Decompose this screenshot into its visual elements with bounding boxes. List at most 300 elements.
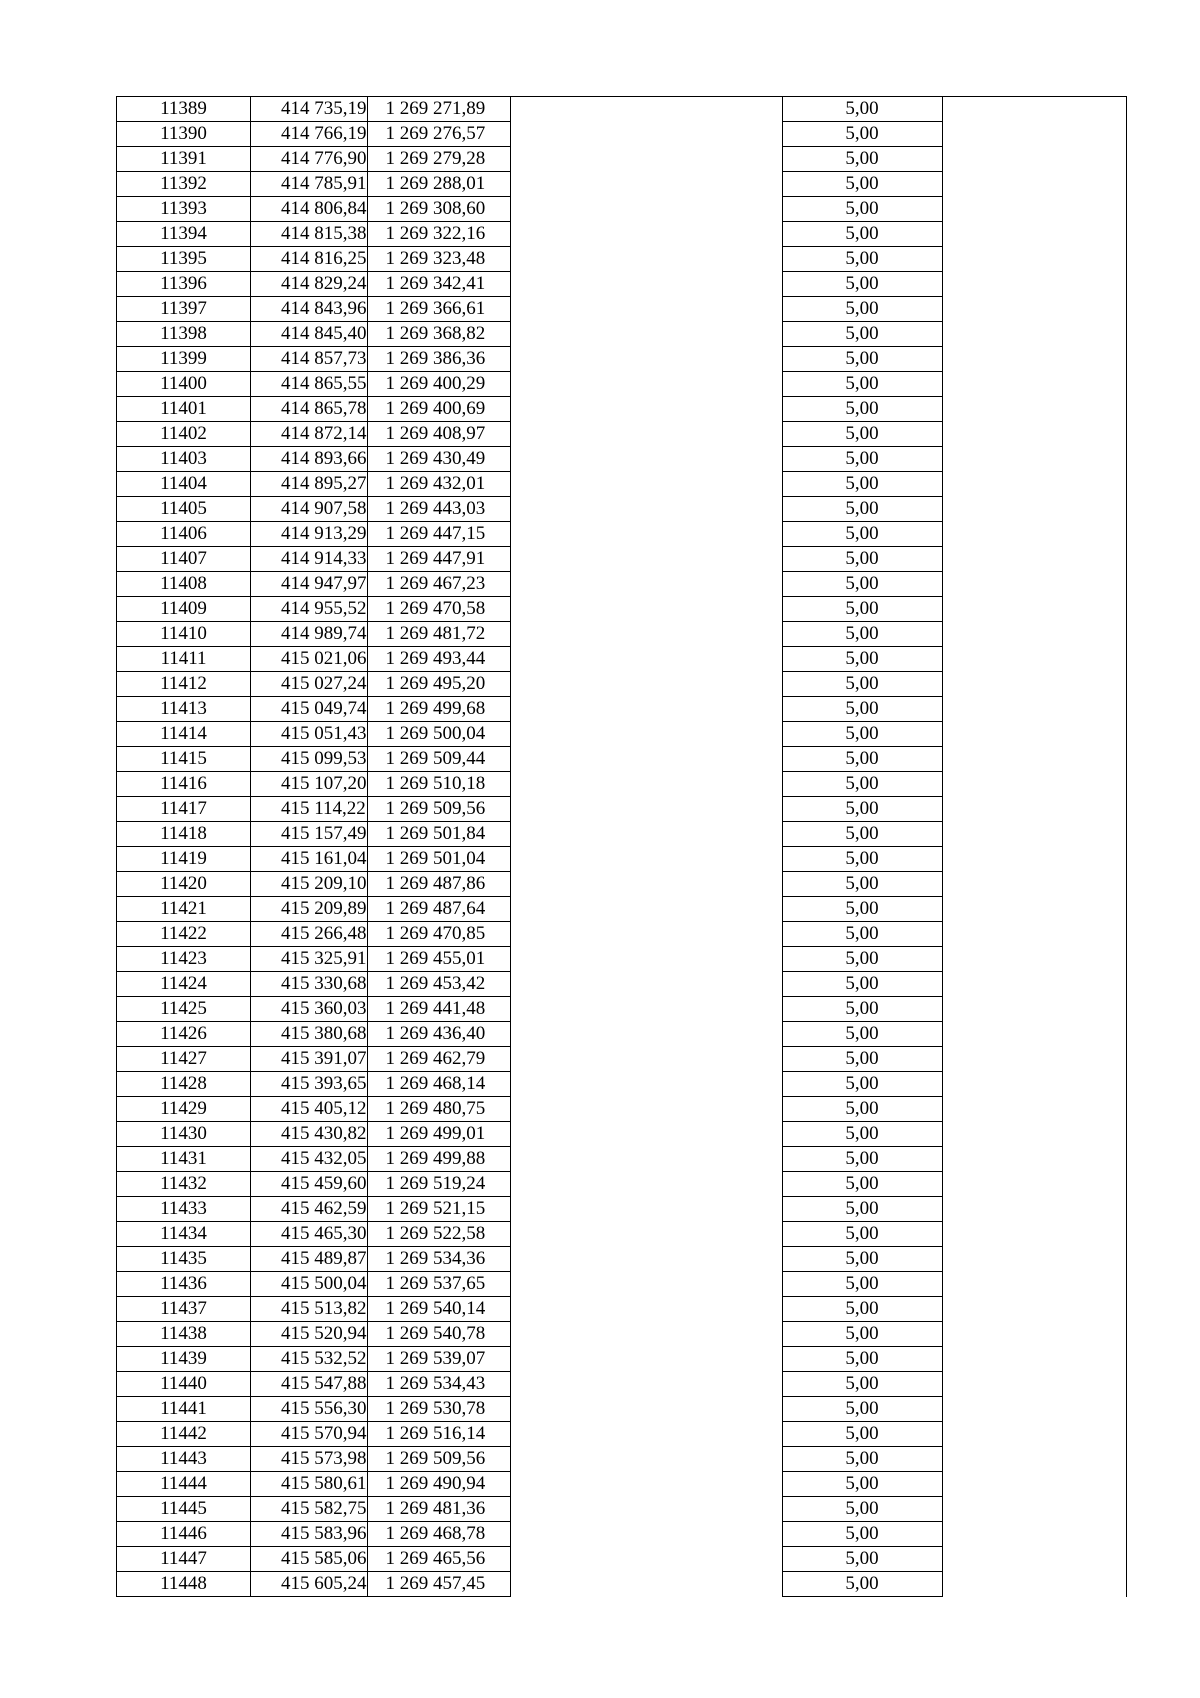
point-number-cell: 11424 [117,972,251,997]
empty-cell [510,822,782,847]
empty-cell [942,622,1126,647]
x-coordinate-cell: 415 432,05 [251,1147,368,1172]
y-coordinate-cell: 1 269 400,29 [367,372,510,397]
x-coordinate-cell: 414 913,29 [251,522,368,547]
empty-cell [510,672,782,697]
empty-cell [510,1072,782,1097]
accuracy-cell: 5,00 [782,347,942,372]
table-row [117,697,1127,722]
x-coordinate-cell: 414 785,91 [251,172,368,197]
table-row [117,1172,1127,1197]
point-number-cell: 11394 [117,222,251,247]
y-coordinate-cell: 1 269 487,64 [367,897,510,922]
table-row [117,872,1127,897]
empty-cell [942,922,1126,947]
x-coordinate-cell: 414 989,74 [251,622,368,647]
empty-cell [942,347,1126,372]
y-coordinate-cell: 1 269 468,14 [367,1072,510,1097]
y-coordinate-cell: 1 269 509,56 [367,797,510,822]
accuracy-cell: 5,00 [782,872,942,897]
y-coordinate-cell: 1 269 342,41 [367,272,510,297]
table-row [117,447,1127,472]
x-coordinate-cell: 414 845,40 [251,322,368,347]
accuracy-cell: 5,00 [782,1172,942,1197]
empty-cell [510,322,782,347]
table-row [117,222,1127,247]
empty-cell [510,1547,782,1572]
empty-cell [510,1472,782,1497]
empty-cell [510,247,782,272]
empty-cell [942,297,1126,322]
empty-cell [510,472,782,497]
table-row [117,972,1127,997]
empty-cell [942,1122,1126,1147]
point-number-cell: 11405 [117,497,251,522]
empty-cell [942,1047,1126,1072]
point-number-cell: 11425 [117,997,251,1022]
empty-cell [510,1022,782,1047]
empty-cell [510,97,782,122]
x-coordinate-cell: 414 735,19 [251,97,368,122]
accuracy-cell: 5,00 [782,822,942,847]
y-coordinate-cell: 1 269 408,97 [367,422,510,447]
table-row [117,122,1127,147]
point-number-cell: 11392 [117,172,251,197]
y-coordinate-cell: 1 269 480,75 [367,1097,510,1122]
x-coordinate-cell: 415 585,06 [251,1547,368,1572]
x-coordinate-cell: 415 520,94 [251,1322,368,1347]
empty-cell [942,197,1126,222]
x-coordinate-cell: 415 570,94 [251,1422,368,1447]
accuracy-cell: 5,00 [782,572,942,597]
empty-cell [510,772,782,797]
point-number-cell: 11436 [117,1272,251,1297]
empty-cell [942,772,1126,797]
point-number-cell: 11434 [117,1222,251,1247]
point-number-cell: 11433 [117,1197,251,1222]
accuracy-cell: 5,00 [782,372,942,397]
x-coordinate-cell: 415 051,43 [251,722,368,747]
point-number-cell: 11391 [117,147,251,172]
empty-cell [510,422,782,447]
table-row [117,1372,1127,1397]
point-number-cell: 11419 [117,847,251,872]
x-coordinate-cell: 415 583,96 [251,1522,368,1547]
x-coordinate-cell: 415 573,98 [251,1447,368,1472]
point-number-cell: 11442 [117,1422,251,1447]
empty-cell [510,1397,782,1422]
empty-cell [942,1397,1126,1422]
empty-cell [942,1447,1126,1472]
empty-cell [942,1372,1126,1397]
point-number-cell: 11432 [117,1172,251,1197]
table-row [117,547,1127,572]
empty-cell [942,322,1126,347]
table-row [117,997,1127,1022]
point-number-cell: 11440 [117,1372,251,1397]
empty-cell [942,472,1126,497]
empty-cell [942,747,1126,772]
table-row [117,272,1127,297]
empty-cell [510,1197,782,1222]
point-number-cell: 11393 [117,197,251,222]
empty-cell [510,1372,782,1397]
empty-cell [510,872,782,897]
point-number-cell: 11427 [117,1047,251,1072]
accuracy-cell: 5,00 [782,1247,942,1272]
empty-cell [510,272,782,297]
empty-cell [942,97,1126,122]
empty-cell [942,897,1126,922]
y-coordinate-cell: 1 269 366,61 [367,297,510,322]
x-coordinate-cell: 415 027,24 [251,672,368,697]
y-coordinate-cell: 1 269 537,65 [367,1272,510,1297]
accuracy-cell: 5,00 [782,1422,942,1447]
empty-cell [942,1147,1126,1172]
empty-cell [942,722,1126,747]
x-coordinate-cell: 415 405,12 [251,1097,368,1122]
x-coordinate-cell: 414 955,52 [251,597,368,622]
table-row [117,1472,1127,1497]
point-number-cell: 11402 [117,422,251,447]
empty-cell [510,297,782,322]
empty-cell [942,1547,1126,1572]
empty-cell [942,797,1126,822]
x-coordinate-cell: 414 865,78 [251,397,368,422]
y-coordinate-cell: 1 269 470,85 [367,922,510,947]
empty-cell [942,1097,1126,1122]
x-coordinate-cell: 415 513,82 [251,1297,368,1322]
table-row [117,1522,1127,1547]
x-coordinate-cell: 415 325,91 [251,947,368,972]
point-number-cell: 11400 [117,372,251,397]
point-number-cell: 11447 [117,1547,251,1572]
empty-cell [942,422,1126,447]
table-row [117,522,1127,547]
point-number-cell: 11423 [117,947,251,972]
y-coordinate-cell: 1 269 386,36 [367,347,510,372]
empty-cell [942,497,1126,522]
empty-cell [510,1422,782,1447]
empty-cell [942,522,1126,547]
accuracy-cell: 5,00 [782,397,942,422]
point-number-cell: 11417 [117,797,251,822]
table-row [117,1147,1127,1172]
accuracy-cell: 5,00 [782,972,942,997]
point-number-cell: 11445 [117,1497,251,1522]
point-number-cell: 11414 [117,722,251,747]
table-row [117,497,1127,522]
empty-cell [510,547,782,572]
accuracy-cell: 5,00 [782,522,942,547]
x-coordinate-cell: 415 547,88 [251,1372,368,1397]
y-coordinate-cell: 1 269 462,79 [367,1047,510,1072]
y-coordinate-cell: 1 269 288,01 [367,172,510,197]
y-coordinate-cell: 1 269 540,14 [367,1297,510,1322]
empty-cell [510,172,782,197]
x-coordinate-cell: 415 360,03 [251,997,368,1022]
empty-cell [510,522,782,547]
empty-cell [510,1172,782,1197]
empty-cell [942,272,1126,297]
table-row [117,1447,1127,1472]
y-coordinate-cell: 1 269 481,72 [367,622,510,647]
empty-cell [942,697,1126,722]
empty-cell [942,1222,1126,1247]
accuracy-cell: 5,00 [782,1022,942,1047]
x-coordinate-cell: 415 099,53 [251,747,368,772]
accuracy-cell: 5,00 [782,272,942,297]
accuracy-cell: 5,00 [782,1572,942,1597]
accuracy-cell: 5,00 [782,1047,942,1072]
accuracy-cell: 5,00 [782,997,942,1022]
point-number-cell: 11408 [117,572,251,597]
y-coordinate-cell: 1 269 539,07 [367,1347,510,1372]
x-coordinate-cell: 415 605,24 [251,1572,368,1597]
table-row [117,797,1127,822]
x-coordinate-cell: 414 907,58 [251,497,368,522]
empty-cell [510,1347,782,1372]
point-number-cell: 11428 [117,1072,251,1097]
x-coordinate-cell: 415 580,61 [251,1472,368,1497]
table-row [117,1247,1127,1272]
accuracy-cell: 5,00 [782,622,942,647]
y-coordinate-cell: 1 269 443,03 [367,497,510,522]
accuracy-cell: 5,00 [782,1122,942,1147]
empty-cell [510,147,782,172]
table-row [117,1022,1127,1047]
empty-cell [510,722,782,747]
accuracy-cell: 5,00 [782,1372,942,1397]
accuracy-cell: 5,00 [782,797,942,822]
empty-cell [942,672,1126,697]
x-coordinate-cell: 415 049,74 [251,697,368,722]
accuracy-cell: 5,00 [782,647,942,672]
point-number-cell: 11439 [117,1347,251,1372]
empty-cell [510,1522,782,1547]
table-row [117,1222,1127,1247]
y-coordinate-cell: 1 269 308,60 [367,197,510,222]
empty-cell [942,1522,1126,1547]
x-coordinate-cell: 414 766,19 [251,122,368,147]
table-row [117,897,1127,922]
point-number-cell: 11410 [117,622,251,647]
accuracy-cell: 5,00 [782,547,942,572]
x-coordinate-cell: 414 893,66 [251,447,368,472]
table-row [117,1347,1127,1372]
x-coordinate-cell: 414 816,25 [251,247,368,272]
table-row [117,572,1127,597]
x-coordinate-cell: 415 462,59 [251,1197,368,1222]
empty-cell [942,1347,1126,1372]
point-number-cell: 11389 [117,97,251,122]
point-number-cell: 11443 [117,1447,251,1472]
table-row [117,847,1127,872]
table-row [117,1497,1127,1522]
table-row [117,597,1127,622]
x-coordinate-cell: 415 459,60 [251,1172,368,1197]
x-coordinate-cell: 414 865,55 [251,372,368,397]
accuracy-cell: 5,00 [782,922,942,947]
accuracy-cell: 5,00 [782,1347,942,1372]
accuracy-cell: 5,00 [782,747,942,772]
x-coordinate-cell: 415 114,22 [251,797,368,822]
empty-cell [942,172,1126,197]
empty-cell [510,222,782,247]
accuracy-cell: 5,00 [782,472,942,497]
empty-cell [942,1172,1126,1197]
accuracy-cell: 5,00 [782,672,942,697]
table-row [117,947,1127,972]
table-row [117,1297,1127,1322]
table-row [117,397,1127,422]
point-number-cell: 11395 [117,247,251,272]
table-row [117,622,1127,647]
point-number-cell: 11406 [117,522,251,547]
empty-cell [510,1247,782,1272]
empty-cell [510,497,782,522]
table-row [117,1047,1127,1072]
x-coordinate-cell: 415 209,10 [251,872,368,897]
y-coordinate-cell: 1 269 468,78 [367,1522,510,1547]
table-row [117,197,1127,222]
y-coordinate-cell: 1 269 519,24 [367,1172,510,1197]
y-coordinate-cell: 1 269 470,58 [367,597,510,622]
point-number-cell: 11418 [117,822,251,847]
y-coordinate-cell: 1 269 499,68 [367,697,510,722]
point-number-cell: 11396 [117,272,251,297]
point-number-cell: 11409 [117,597,251,622]
accuracy-cell: 5,00 [782,597,942,622]
accuracy-cell: 5,00 [782,1497,942,1522]
y-coordinate-cell: 1 269 521,15 [367,1197,510,1222]
empty-cell [942,1072,1126,1097]
point-number-cell: 11399 [117,347,251,372]
x-coordinate-cell: 415 500,04 [251,1272,368,1297]
table-row [117,747,1127,772]
point-number-cell: 11438 [117,1322,251,1347]
accuracy-cell: 5,00 [782,222,942,247]
empty-cell [942,122,1126,147]
y-coordinate-cell: 1 269 453,42 [367,972,510,997]
table-row [117,822,1127,847]
accuracy-cell: 5,00 [782,1547,942,1572]
point-number-cell: 11420 [117,872,251,897]
x-coordinate-cell: 415 556,30 [251,1397,368,1422]
y-coordinate-cell: 1 269 279,28 [367,147,510,172]
empty-cell [510,972,782,997]
coordinates-table [116,96,1127,1597]
empty-cell [510,1572,782,1597]
accuracy-cell: 5,00 [782,247,942,272]
accuracy-cell: 5,00 [782,697,942,722]
point-number-cell: 11404 [117,472,251,497]
y-coordinate-cell: 1 269 400,69 [367,397,510,422]
y-coordinate-cell: 1 269 276,57 [367,122,510,147]
point-number-cell: 11426 [117,1022,251,1047]
empty-cell [510,647,782,672]
table-row [117,1547,1127,1572]
accuracy-cell: 5,00 [782,847,942,872]
empty-cell [942,1272,1126,1297]
x-coordinate-cell: 415 532,52 [251,1347,368,1372]
point-number-cell: 11446 [117,1522,251,1547]
empty-cell [942,1322,1126,1347]
y-coordinate-cell: 1 269 540,78 [367,1322,510,1347]
table-row [117,1197,1127,1222]
empty-cell [510,1497,782,1522]
accuracy-cell: 5,00 [782,172,942,197]
x-coordinate-cell: 415 161,04 [251,847,368,872]
table-row [117,1272,1127,1297]
x-coordinate-cell: 415 330,68 [251,972,368,997]
table-row [117,1572,1127,1597]
table-row [117,922,1127,947]
table-row [117,322,1127,347]
accuracy-cell: 5,00 [782,122,942,147]
x-coordinate-cell: 415 465,30 [251,1222,368,1247]
y-coordinate-cell: 1 269 534,36 [367,1247,510,1272]
table-row [117,1322,1127,1347]
point-number-cell: 11397 [117,297,251,322]
y-coordinate-cell: 1 269 447,15 [367,522,510,547]
y-coordinate-cell: 1 269 499,01 [367,1122,510,1147]
empty-cell [942,1472,1126,1497]
table-row [117,1397,1127,1422]
accuracy-cell: 5,00 [782,1472,942,1497]
point-number-cell: 11448 [117,1572,251,1597]
point-number-cell: 11422 [117,922,251,947]
x-coordinate-cell: 415 489,87 [251,1247,368,1272]
accuracy-cell: 5,00 [782,1222,942,1247]
y-coordinate-cell: 1 269 368,82 [367,322,510,347]
empty-cell [942,1297,1126,1322]
y-coordinate-cell: 1 269 510,18 [367,772,510,797]
y-coordinate-cell: 1 269 522,58 [367,1222,510,1247]
y-coordinate-cell: 1 269 499,88 [367,1147,510,1172]
empty-cell [942,847,1126,872]
point-number-cell: 11421 [117,897,251,922]
accuracy-cell: 5,00 [782,947,942,972]
point-number-cell: 11430 [117,1122,251,1147]
x-coordinate-cell: 415 430,82 [251,1122,368,1147]
y-coordinate-cell: 1 269 441,48 [367,997,510,1022]
empty-cell [942,997,1126,1022]
table-row [117,722,1127,747]
empty-cell [942,1022,1126,1047]
table-row [117,647,1127,672]
empty-cell [510,1297,782,1322]
x-coordinate-cell: 414 914,33 [251,547,368,572]
point-number-cell: 11444 [117,1472,251,1497]
y-coordinate-cell: 1 269 457,45 [367,1572,510,1597]
y-coordinate-cell: 1 269 323,48 [367,247,510,272]
accuracy-cell: 5,00 [782,297,942,322]
table-row [117,172,1127,197]
x-coordinate-cell: 414 776,90 [251,147,368,172]
empty-cell [510,197,782,222]
y-coordinate-cell: 1 269 516,14 [367,1422,510,1447]
x-coordinate-cell: 414 895,27 [251,472,368,497]
y-coordinate-cell: 1 269 534,43 [367,1372,510,1397]
accuracy-cell: 5,00 [782,1397,942,1422]
empty-cell [510,1097,782,1122]
accuracy-cell: 5,00 [782,1297,942,1322]
y-coordinate-cell: 1 269 493,44 [367,647,510,672]
y-coordinate-cell: 1 269 501,04 [367,847,510,872]
y-coordinate-cell: 1 269 455,01 [367,947,510,972]
empty-cell [942,972,1126,997]
